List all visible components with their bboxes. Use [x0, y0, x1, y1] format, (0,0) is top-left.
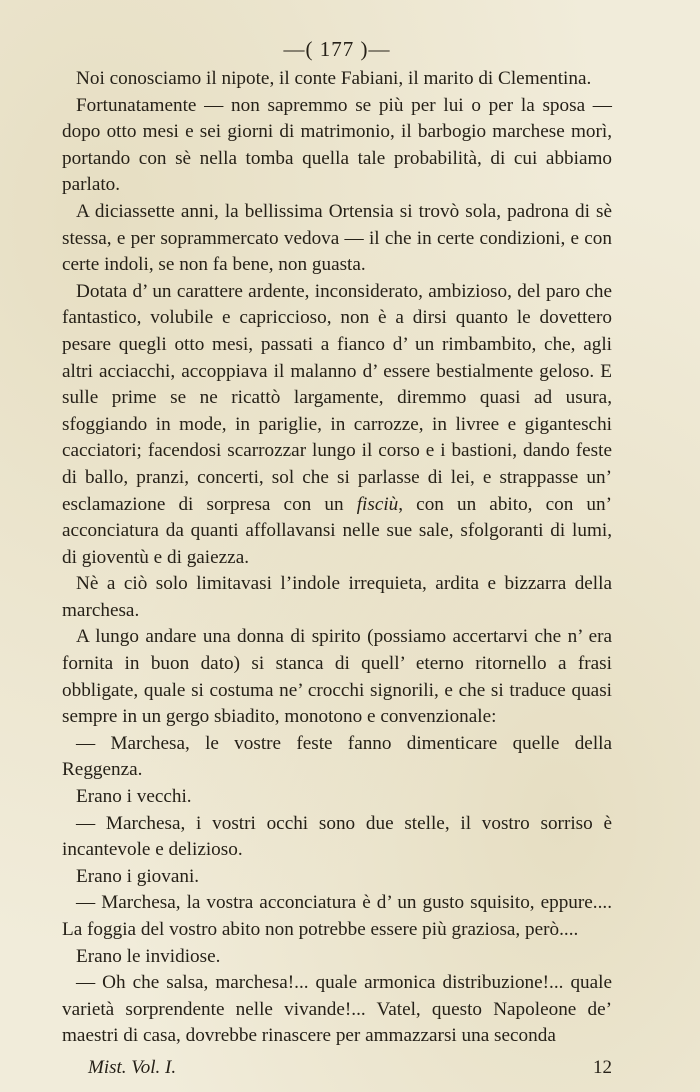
paragraph: Fortunatamente — non sapremmo se più per lui o per la sposa — dopo otto mesi e sei giorni di matrimonio, il barbogio marchese morì, portando con sè nella tomba quella tale probabilità, di cui abbiamo parlato. [62, 94, 612, 196]
dialogue-line: — Marchesa, i vostri occhi sono due stelle, il vostro sorriso è incantevole e delizioso. [62, 812, 612, 861]
paragraph: Erano i giovani. [76, 865, 200, 887]
signature-mark: Mist. Vol. I. [88, 1057, 177, 1078]
paragraph: Erano le invidiose. [76, 945, 221, 967]
emphasized-word: fisciù [356, 493, 399, 515]
dialogue-line: — Oh che salsa, marchesa!... quale armonica distribuzione!... quale varietà sorprendente nelle vivande!... Vatel, questo Napoleone de’ maestri di casa, dovrebbe rinascere per ammazzarsi una seconda [62, 972, 612, 1047]
paragraph: Erano i vecchi. [76, 786, 192, 808]
sheet-number: 12 [593, 1057, 612, 1078]
paragraph: Nè a ciò solo limitavasi l’indole irrequieta, ardita e bizzarra della marchesa. [62, 573, 612, 621]
body-text [62, 66, 612, 1050]
dialogue-line: — Marchesa, le vostre feste fanno dimenticare quelle della Reggenza. [62, 732, 612, 781]
paragraph-text: Dotata d’ un carattere ardente, inconsiderato, ambizioso, del paro che fantastico, volubile e capriccioso, non è a dirsi quanto le dovettero pesare quegli otto mesi, passati a fianco d’ un rimbambito, che, agli altri acciacchi, accoppiava il malanno d’ essere bestialmente geloso. E sulle prime se ne ricattò largamente, diremmo quasi ad usura, sfoggiando in mode, in pariglie, in carrozze, in livree e giganteschi cacciatori; facendosi scarrozzar lungo il corso e i bastioni, dando feste di ballo, pranzi, concerti, sol che si parlasse di lei, e strappasse un’ esclamazione di sorpresa con un [62, 280, 612, 515]
paragraph-text: , con un abito, con un’ acconciatura da quanti affollavansi nelle sue sale, sfolgoranti di lumi, di gioventù e di gaiezza. [62, 493, 612, 568]
paragraph: Noi conosciamo il nipote, il conte Fabiani, il marito di Clementina. [76, 68, 592, 89]
dialogue-line: — Marchesa, la vostra acconciatura è d’ un gusto squisito, eppure.... La foggia del vostro abito non potrebbe essere più graziosa, però.... [62, 892, 612, 940]
paragraph: A diciassette anni, la bellissima Ortensia si trovò sola, padrona di sè stessa, e per soprammercato vedova — il che in certe condizioni, e con certe indoli, se non fa bene, non guasta. [62, 200, 612, 276]
paragraph [62, 279, 612, 572]
page-number-header: —( 177 )— [283, 37, 391, 61]
paragraph: A lungo andare una donna di spirito (possiamo accertarvi che n’ era fornita in buon dato) si stanca di quell’ eterno ritornello a frasi obbligate, quale si costuma ne’ crocchi signorili, e che si traduce quasi sempre in un gergo sbiadito, monotono e convenzionale: [62, 626, 612, 728]
